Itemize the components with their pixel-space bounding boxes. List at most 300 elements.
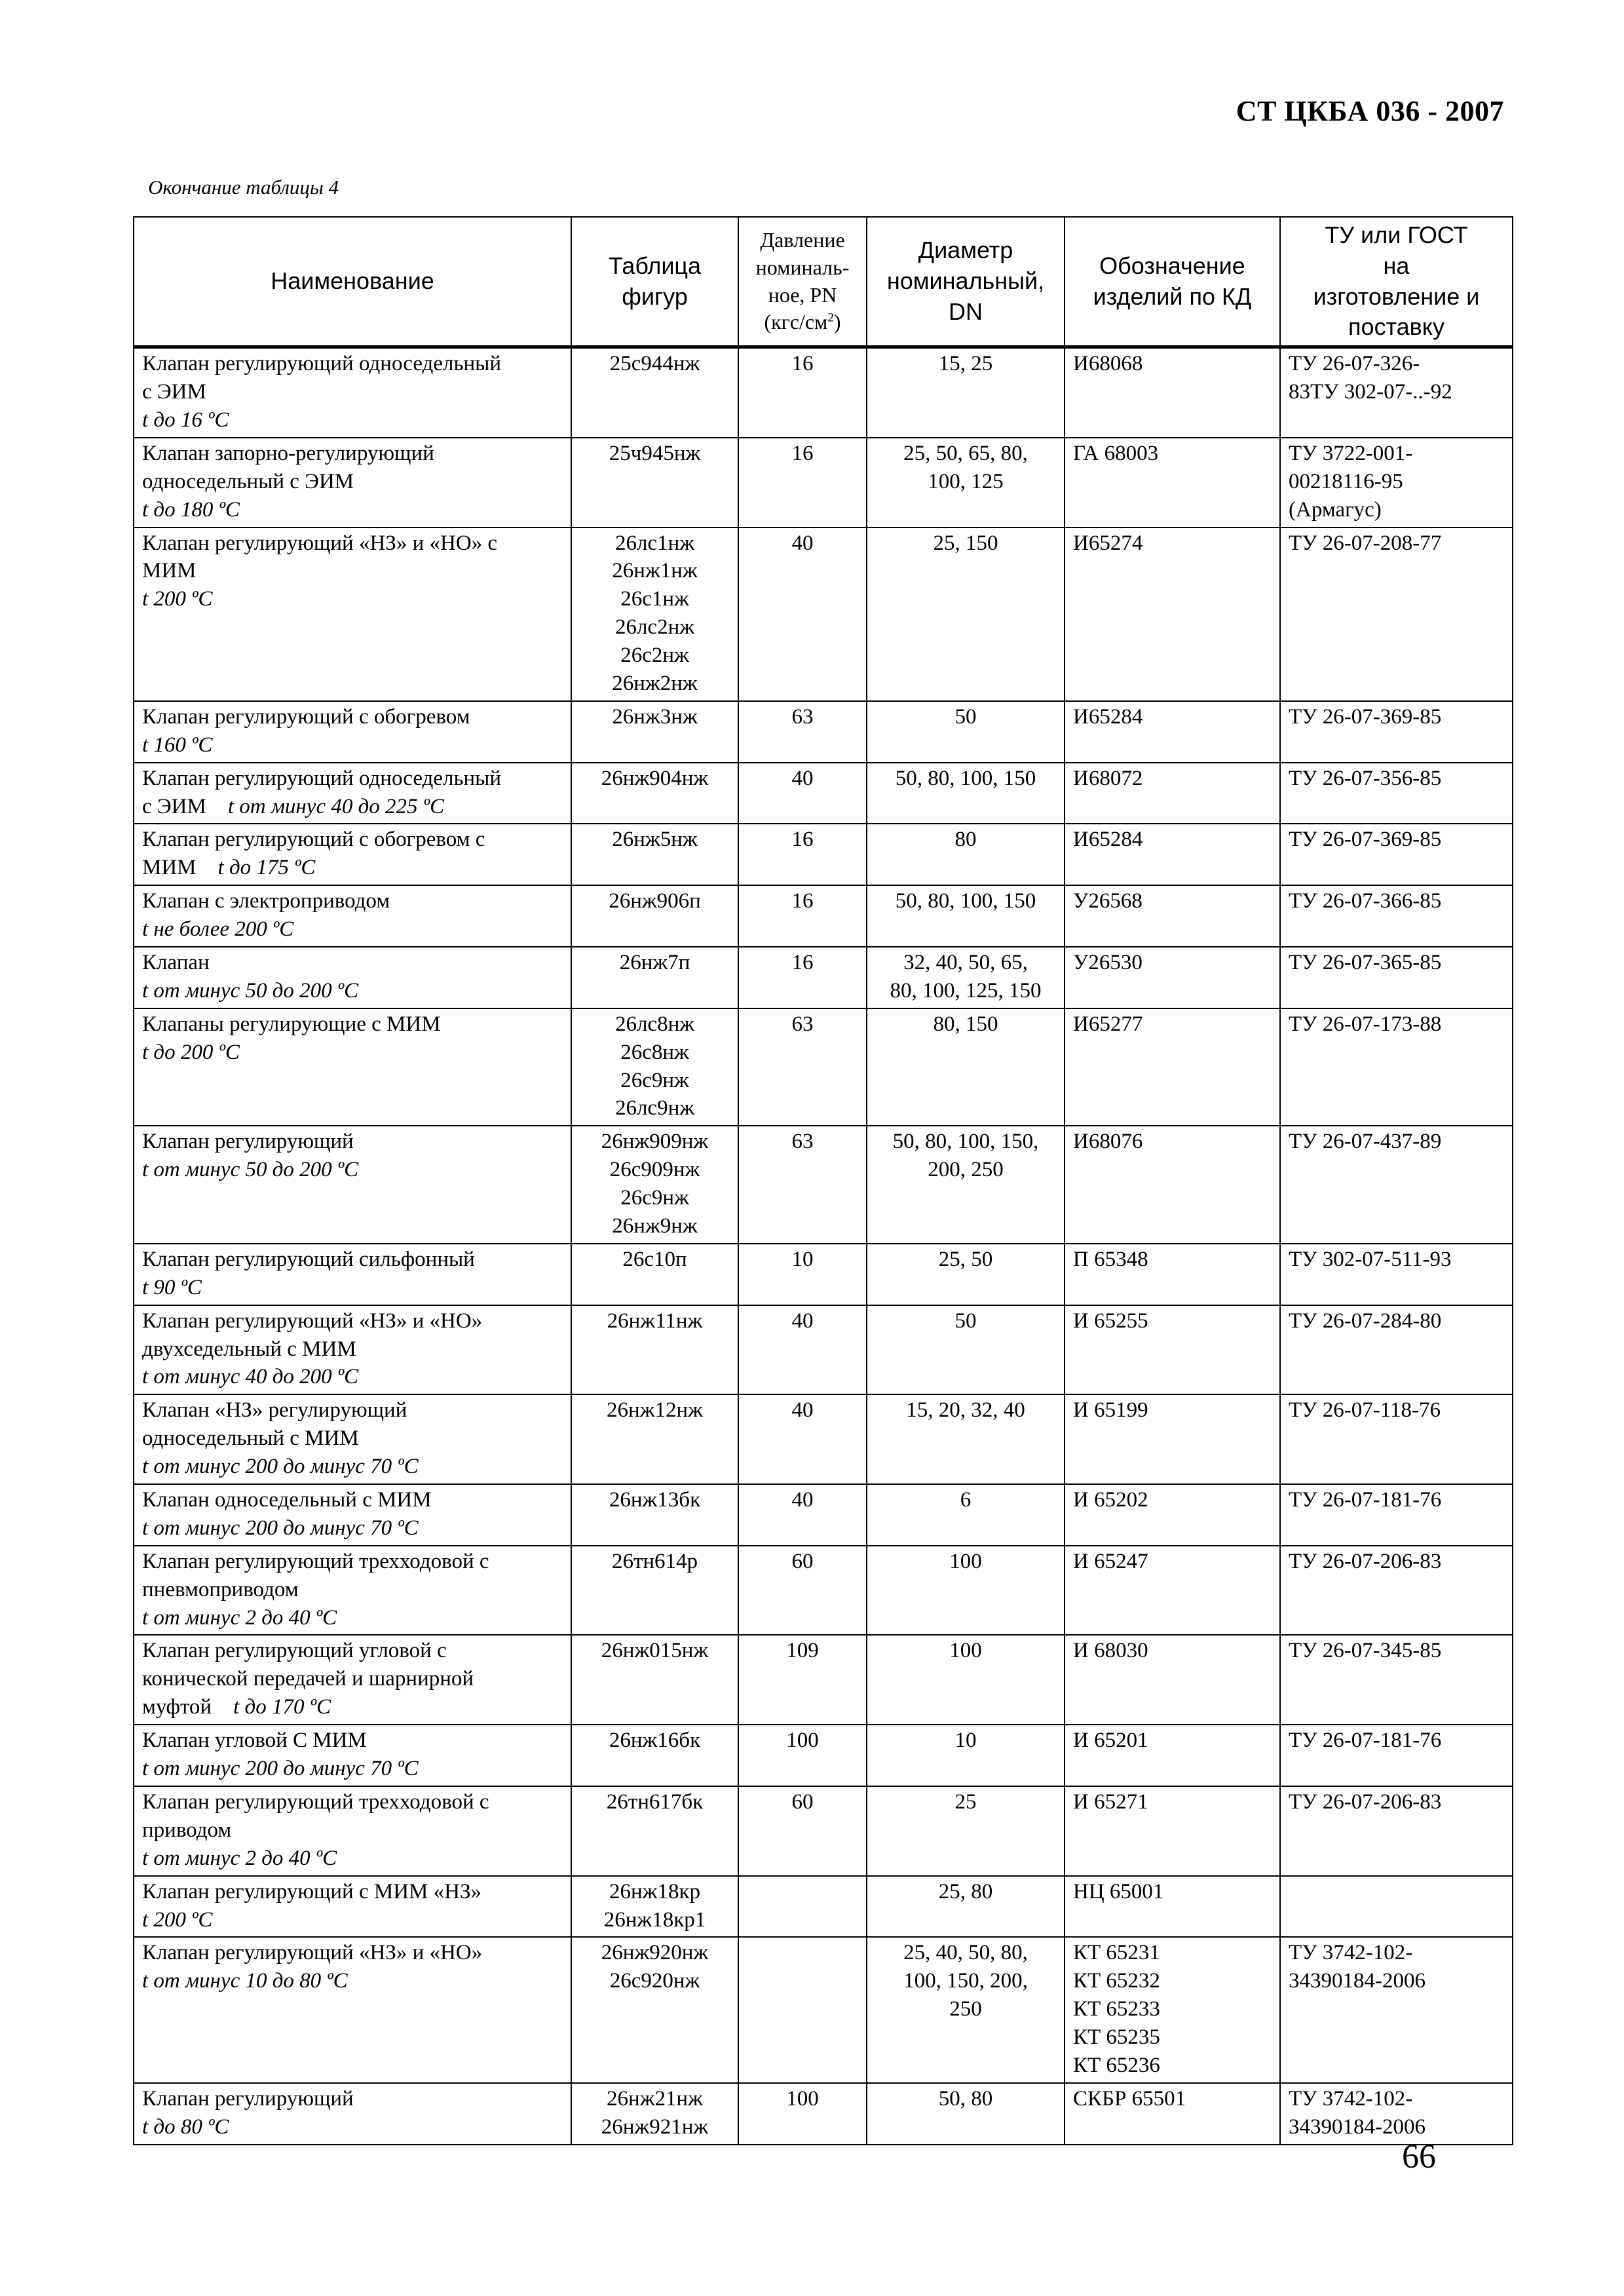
table-row <box>134 1244 1513 1305</box>
kd-designation: НЦ 65001 <box>1073 1879 1164 1904</box>
cell-name <box>134 1394 571 1484</box>
figure-code: 25с944нж <box>609 352 700 376</box>
diameter-value: 100, 125 <box>928 469 1004 493</box>
name-line: Клапан регулирующий трехходовой с <box>142 1549 489 1573</box>
cell-tu-gost <box>1280 701 1513 763</box>
cell-pressure: 16 <box>738 438 867 527</box>
cell-kd-designation <box>1065 347 1280 438</box>
diameter-value: 25 <box>954 1789 977 1814</box>
name-line: Клапан угловой С МИМ <box>142 1729 367 1753</box>
diameter-value: 25, 150 <box>933 531 998 555</box>
cell-figure <box>571 1786 738 1876</box>
cell-kd-designation <box>1065 885 1280 947</box>
cell-kd-designation <box>1065 1305 1280 1395</box>
figure-code: 26с9нж <box>620 1068 689 1092</box>
cell-figure <box>571 347 738 438</box>
cell-tu-gost <box>1280 1876 1513 1938</box>
name-line: приводом <box>142 1818 232 1842</box>
name-line: двухседельный с МИМ <box>142 1337 356 1361</box>
cell-figure <box>571 2083 738 2145</box>
cell-tu-gost <box>1280 438 1513 527</box>
temperature-range: t от минус 200 до минус 70 ºС <box>142 1455 419 1479</box>
table-row <box>134 701 1513 763</box>
tu-gost: ТУ 26-07-437-89 <box>1289 1130 1442 1154</box>
cell-tu-gost <box>1280 1725 1513 1786</box>
kd-designation: П 65348 <box>1073 1247 1148 1271</box>
cell-kd-designation <box>1065 1008 1280 1126</box>
cell-pressure: 63 <box>738 1008 867 1126</box>
diameter-value: 80, 150 <box>933 1012 998 1036</box>
temperature-range: t до 175 ºС <box>217 856 316 880</box>
tu-gost: ТУ 26-07-369-85 <box>1289 828 1442 852</box>
temperature-range: t от минус 50 до 200 ºС <box>142 1158 359 1182</box>
temperature-range: t 160 ºС <box>142 733 213 757</box>
cell-pressure: 16 <box>738 347 867 438</box>
diameter-value: 50, 80, 100, 150, <box>892 1130 1039 1154</box>
tu-gost: ТУ 26-07-206-83 <box>1289 1549 1442 1573</box>
kd-designation: СКБР 65501 <box>1073 2086 1186 2111</box>
cell-kd-designation <box>1065 1126 1280 1244</box>
figure-code: 26нж921нж <box>601 2114 709 2139</box>
kd-designation: КТ 65233 <box>1073 1997 1160 2021</box>
figure-code: 26с10п <box>622 1247 687 1271</box>
cell-figure <box>571 885 738 947</box>
table-row <box>134 1786 1513 1876</box>
table-row <box>134 1126 1513 1244</box>
name-line: Клапан регулирующий «НЗ» и «НО» <box>142 1309 483 1333</box>
name-line: Клапан регулирующий <box>142 2086 354 2111</box>
cell-name <box>134 1305 571 1395</box>
name-line: пневмоприводом <box>142 1577 299 1601</box>
temperature-range: t до 170 ºС <box>233 1695 331 1719</box>
cell-diameter <box>867 1546 1065 1636</box>
diameter-value: 15, 20, 32, 40 <box>906 1398 1025 1423</box>
header-tu-gost: ТУ или ГОСТ на изготовление и поставку <box>1280 217 1513 347</box>
diameter-value: 250 <box>949 1997 982 2021</box>
kd-designation: И68072 <box>1073 766 1143 790</box>
kd-designation: И 65199 <box>1073 1398 1148 1423</box>
cell-figure <box>571 1635 738 1725</box>
figure-code: 26с9нж <box>620 1186 689 1210</box>
cell-name <box>134 885 571 947</box>
temperature-range: t до 200 ºС <box>142 1040 240 1064</box>
figure-code: 26с920нж <box>609 1969 700 1993</box>
cell-diameter <box>867 885 1065 947</box>
cell-figure <box>571 763 738 824</box>
diameter-value: 100, 150, 200, <box>903 1969 1028 1993</box>
cell-diameter <box>867 2083 1065 2145</box>
temperature-range: t от минус 40 до 225 ºС <box>227 794 445 818</box>
cell-pressure: 40 <box>738 1394 867 1484</box>
name-line: Клапан запорно-регулирующий <box>142 441 434 465</box>
tu-gost: 00218116-95 <box>1289 469 1403 493</box>
name-line: Клапан регулирующий сильфонный <box>142 1247 475 1271</box>
diameter-value: 100 <box>949 1549 982 1573</box>
cell-diameter <box>867 347 1065 438</box>
tu-gost: (Армагус) <box>1289 497 1382 522</box>
header-name: Наименование <box>134 217 571 347</box>
cell-tu-gost <box>1280 947 1513 1008</box>
temperature-range: t от минус 40 до 200 ºС <box>142 1365 359 1389</box>
cell-pressure: 60 <box>738 1786 867 1876</box>
page-number: 66 <box>1402 2138 1436 2175</box>
figure-code: 26лс1нж <box>614 531 695 555</box>
cell-name <box>134 1546 571 1636</box>
temperature-range: t 90 ºС <box>142 1275 202 1299</box>
header-figure-table: Таблица фигур <box>571 217 738 347</box>
cell-figure <box>571 947 738 1008</box>
name-line: Клапан регулирующий <box>142 1130 354 1154</box>
kd-designation: И65284 <box>1073 828 1143 852</box>
header-kd-designation: Обозначение изделий по КД <box>1065 217 1280 347</box>
cell-tu-gost <box>1280 1937 1513 2082</box>
table-row <box>134 763 1513 824</box>
cell-figure <box>571 1394 738 1484</box>
figure-code: 26нж904нж <box>601 766 709 790</box>
temperature-range: t 200 ºС <box>142 1907 213 1932</box>
cell-tu-gost <box>1280 1394 1513 1484</box>
kd-designation: КТ 65232 <box>1073 1969 1160 1993</box>
figure-code: 26нж015нж <box>601 1639 709 1663</box>
cell-pressure <box>738 1876 867 1938</box>
kd-designation: И68076 <box>1073 1130 1143 1154</box>
table-row <box>134 2083 1513 2145</box>
cell-name <box>134 1008 571 1126</box>
cell-diameter <box>867 1937 1065 2082</box>
tu-gost: ТУ 26-07-173-88 <box>1289 1012 1442 1036</box>
name-line: Клапан регулирующий с МИМ «НЗ» <box>142 1879 482 1904</box>
table-row <box>134 438 1513 527</box>
name-line: с ЭИМ <box>142 794 206 818</box>
diameter-value: 50, 80, 100, 150 <box>895 889 1036 913</box>
tu-gost: ТУ 26-07-326- <box>1289 352 1420 376</box>
name-line: односедельный с ЭИМ <box>142 469 354 493</box>
temperature-range: t до 16 ºС <box>142 408 229 432</box>
diameter-value: 10 <box>954 1729 977 1753</box>
kd-designation: КТ 65231 <box>1073 1941 1160 1965</box>
cell-figure <box>571 1244 738 1305</box>
cell-kd-designation <box>1065 1786 1280 1876</box>
cell-diameter <box>867 1786 1065 1876</box>
cell-diameter <box>867 1635 1065 1725</box>
tu-gost: ТУ 26-07-181-76 <box>1289 1488 1442 1512</box>
cell-tu-gost <box>1280 1635 1513 1725</box>
diameter-value: 15, 25 <box>938 352 993 376</box>
kd-designation: И 65201 <box>1073 1729 1148 1753</box>
name-line: с ЭИМ <box>142 380 206 404</box>
figure-code: 26нж13бк <box>609 1488 701 1512</box>
cell-diameter <box>867 438 1065 527</box>
cell-name <box>134 1725 571 1786</box>
kd-designation: И65277 <box>1073 1012 1143 1036</box>
figure-code: 26лс9нж <box>614 1096 695 1120</box>
cell-pressure: 100 <box>738 2083 867 2145</box>
cell-tu-gost <box>1280 347 1513 438</box>
figure-code: 26лс2нж <box>614 615 695 640</box>
figure-code: 26нж18кр1 <box>603 1907 706 1932</box>
temperature-range: t до 80 ºС <box>142 2114 229 2139</box>
cell-kd-designation <box>1065 763 1280 824</box>
table-row <box>134 1394 1513 1484</box>
cell-tu-gost <box>1280 763 1513 824</box>
cell-kd-designation <box>1065 1546 1280 1636</box>
cell-pressure: 16 <box>738 824 867 885</box>
cell-name <box>134 701 571 763</box>
table-row <box>134 1546 1513 1636</box>
cell-name <box>134 438 571 527</box>
cell-pressure: 40 <box>738 1484 867 1546</box>
diameter-value: 200, 250 <box>928 1158 1004 1182</box>
cell-kd-designation <box>1065 438 1280 527</box>
tu-gost: ТУ 26-07-356-85 <box>1289 766 1442 790</box>
kd-designation: И65274 <box>1073 531 1143 555</box>
figure-code: 26нж3нж <box>612 704 698 729</box>
figure-code: 26нж12нж <box>607 1398 703 1423</box>
cell-name <box>134 824 571 885</box>
kd-designation: У26530 <box>1073 951 1142 974</box>
figure-code: 26тн617бк <box>606 1789 704 1814</box>
figure-code: 26нж7п <box>619 951 690 974</box>
tu-gost: ТУ 26-07-345-85 <box>1289 1639 1442 1663</box>
table-header-row <box>134 217 1513 347</box>
tu-gost: 34390184-2006 <box>1289 2114 1426 2139</box>
kd-designation: И 65255 <box>1073 1309 1148 1333</box>
diameter-value: 50, 80, 100, 150 <box>895 766 1036 790</box>
cell-pressure: 63 <box>738 701 867 763</box>
table-row <box>134 1305 1513 1395</box>
table-row <box>134 947 1513 1008</box>
diameter-value: 80, 100, 125, 150 <box>890 978 1042 1003</box>
cell-kd-designation <box>1065 701 1280 763</box>
diameter-value: 25, 40, 50, 80, <box>903 1941 1028 1965</box>
cell-diameter <box>867 1725 1065 1786</box>
figure-code: 26нж5нж <box>612 828 698 852</box>
table-row <box>134 824 1513 885</box>
temperature-range: t от минус 2 до 40 ºС <box>142 1605 337 1630</box>
name-line: Клапан регулирующий трехходовой с <box>142 1789 489 1814</box>
cell-name <box>134 1937 571 2082</box>
tu-gost: ТУ 26-07-206-83 <box>1289 1789 1442 1814</box>
cell-diameter <box>867 763 1065 824</box>
name-line: конической передачей и шарнирной <box>142 1667 474 1691</box>
spec-table-container <box>133 216 1512 2145</box>
temperature-range: t от минус 10 до 80 ºС <box>142 1969 348 1993</box>
cell-diameter <box>867 1484 1065 1546</box>
cell-name <box>134 1876 571 1938</box>
figure-code: 26нж18кр <box>609 1879 700 1904</box>
name-line: Клапан регулирующий угловой с <box>142 1639 447 1663</box>
figure-code: 26с2нж <box>620 643 689 668</box>
figure-code: 26нж906п <box>609 889 701 913</box>
tu-gost: ТУ 3722-001- <box>1289 441 1413 465</box>
name-temp-line <box>142 1693 563 1721</box>
cell-tu-gost <box>1280 527 1513 701</box>
cell-diameter <box>867 824 1065 885</box>
kd-designation: КТ 65236 <box>1073 2053 1160 2077</box>
cell-kd-designation <box>1065 1876 1280 1938</box>
kd-designation: И 65271 <box>1073 1789 1148 1814</box>
cell-pressure: 16 <box>738 947 867 1008</box>
cell-diameter <box>867 701 1065 763</box>
name-line: Клапан регулирующий «НЗ» и «НО» <box>142 1941 483 1965</box>
cell-figure <box>571 1546 738 1636</box>
diameter-value: 50, 80 <box>938 2086 993 2111</box>
diameter-value: 25, 50, 65, 80, <box>903 441 1028 465</box>
cell-name <box>134 947 571 1008</box>
table-row <box>134 1876 1513 1938</box>
table-body <box>134 347 1513 2145</box>
cell-pressure: 40 <box>738 763 867 824</box>
tu-gost: ТУ 3742-102- <box>1289 1941 1413 1965</box>
valve-spec-table <box>133 216 1513 2145</box>
cell-figure <box>571 438 738 527</box>
kd-designation: И 65247 <box>1073 1549 1148 1573</box>
cell-figure <box>571 1937 738 2082</box>
cell-pressure: 109 <box>738 1635 867 1725</box>
cell-pressure: 40 <box>738 527 867 701</box>
cell-kd-designation <box>1065 947 1280 1008</box>
cell-tu-gost <box>1280 1126 1513 1244</box>
diameter-value: 50 <box>954 1309 977 1333</box>
figure-code: 26нж21нж <box>607 2086 703 2111</box>
name-line: МИМ <box>142 559 197 583</box>
document-code: СТ ЦКБА 036 - 2007 <box>1236 95 1504 127</box>
name-line: Клапан регулирующий односедельный <box>142 352 501 376</box>
name-line: Клапан регулирующий с обогревом с <box>142 828 485 852</box>
table-row <box>134 1937 1513 2082</box>
cell-name <box>134 527 571 701</box>
cell-tu-gost <box>1280 824 1513 885</box>
cell-figure <box>571 824 738 885</box>
figure-code: 26нж9нж <box>612 1214 698 1238</box>
figure-code: 26лс8нж <box>614 1012 695 1036</box>
diameter-value: 32, 40, 50, 65, <box>903 951 1028 974</box>
cell-name <box>134 1244 571 1305</box>
temperature-range: t от минус 2 до 40 ºС <box>142 1846 337 1870</box>
cell-figure <box>571 1305 738 1395</box>
table-row <box>134 347 1513 438</box>
kd-designation: ГА 68003 <box>1073 441 1159 465</box>
figure-code: 26тн614р <box>611 1549 698 1573</box>
cell-pressure: 16 <box>738 885 867 947</box>
cell-kd-designation <box>1065 1244 1280 1305</box>
tu-gost: ТУ 302-07-511-93 <box>1289 1247 1452 1271</box>
cell-tu-gost <box>1280 885 1513 947</box>
name-line: Клапан регулирующий с обогревом <box>142 704 470 729</box>
kd-designation: И65284 <box>1073 704 1143 729</box>
cell-pressure: 60 <box>738 1546 867 1636</box>
tu-gost: ТУ 26-07-369-85 <box>1289 704 1442 729</box>
cell-name <box>134 1786 571 1876</box>
tu-gost: ТУ 26-07-208-77 <box>1289 531 1442 555</box>
header-diameter: Диаметр номинальный, DN <box>867 217 1065 347</box>
temperature-range: t от минус 200 до минус 70 ºС <box>142 1516 419 1540</box>
cell-pressure <box>738 1937 867 2082</box>
cell-kd-designation <box>1065 2083 1280 2145</box>
cell-kd-designation <box>1065 1725 1280 1786</box>
name-line: муфтой <box>142 1695 212 1719</box>
cell-name <box>134 763 571 824</box>
table-row <box>134 1635 1513 1725</box>
cell-name <box>134 1126 571 1244</box>
cell-tu-gost <box>1280 2083 1513 2145</box>
tu-gost: ТУ 3742-102- <box>1289 2086 1413 2111</box>
cell-diameter <box>867 527 1065 701</box>
cell-kd-designation <box>1065 824 1280 885</box>
figure-code: 26нж16бк <box>609 1729 701 1753</box>
figure-code: 26нж1нж <box>612 559 698 583</box>
cell-figure <box>571 701 738 763</box>
figure-code: 26нж909нж <box>601 1130 709 1154</box>
cell-tu-gost <box>1280 1244 1513 1305</box>
cell-pressure: 63 <box>738 1126 867 1244</box>
diameter-value: 50 <box>954 704 977 729</box>
cell-diameter <box>867 1305 1065 1395</box>
table-row <box>134 885 1513 947</box>
cell-kd-designation <box>1065 1937 1280 2082</box>
name-line: Клапаны регулирующие с МИМ <box>142 1012 441 1036</box>
name-temp-line <box>142 793 563 821</box>
figure-code: 26с1нж <box>620 587 689 611</box>
name-line: Клапан <box>142 951 210 974</box>
figure-code: 26нж920нж <box>601 1941 709 1965</box>
tu-gost: ТУ 26-07-365-85 <box>1289 951 1442 974</box>
figure-code: 26с909нж <box>609 1158 700 1182</box>
diameter-value: 6 <box>960 1488 972 1512</box>
cell-tu-gost <box>1280 1484 1513 1546</box>
diameter-value: 80 <box>954 828 977 852</box>
name-line: МИМ <box>142 856 197 880</box>
cell-figure <box>571 1126 738 1244</box>
cell-diameter <box>867 1126 1065 1244</box>
diameter-value: 25, 50 <box>938 1247 993 1271</box>
temperature-range: t до 180 ºС <box>142 497 240 522</box>
kd-designation: И 65202 <box>1073 1488 1148 1512</box>
cell-diameter <box>867 1394 1065 1484</box>
cell-pressure: 100 <box>738 1725 867 1786</box>
cell-diameter <box>867 1244 1065 1305</box>
name-line: односедельный с МИМ <box>142 1426 359 1451</box>
cell-pressure: 10 <box>738 1244 867 1305</box>
cell-figure <box>571 1008 738 1126</box>
figure-code: 26нж2нж <box>612 671 698 695</box>
figure-code: 26с8нж <box>620 1040 689 1064</box>
cell-diameter <box>867 1876 1065 1938</box>
name-line: Клапан «НЗ» регулирующий <box>142 1398 407 1423</box>
kd-designation: КТ 65235 <box>1073 2025 1160 2050</box>
name-line: Клапан регулирующий «НЗ» и «НО» с <box>142 531 498 555</box>
table-row <box>134 1725 1513 1786</box>
cell-kd-designation <box>1065 1394 1280 1484</box>
cell-figure <box>571 1484 738 1546</box>
cell-figure <box>571 1725 738 1786</box>
cell-name <box>134 347 571 438</box>
table-caption: Окончание таблицы 4 <box>148 176 339 199</box>
tu-gost: 83ТУ 302-07-..-92 <box>1289 380 1452 404</box>
name-temp-line <box>142 854 563 882</box>
cell-tu-gost <box>1280 1546 1513 1636</box>
name-line: Клапан регулирующий односедельный <box>142 766 501 790</box>
figure-code: 26нж11нж <box>607 1309 703 1333</box>
cell-kd-designation <box>1065 527 1280 701</box>
header-pressure: Давление номиналь- ное, PN $(кгс/см^2)$ <box>738 217 867 347</box>
name-line: Клапан с электроприводом <box>142 889 390 913</box>
temperature-range: t от минус 200 до минус 70 ºС <box>142 1757 419 1781</box>
table-row <box>134 1484 1513 1546</box>
cell-tu-gost <box>1280 1008 1513 1126</box>
kd-designation: И68068 <box>1073 352 1143 376</box>
cell-kd-designation <box>1065 1484 1280 1546</box>
